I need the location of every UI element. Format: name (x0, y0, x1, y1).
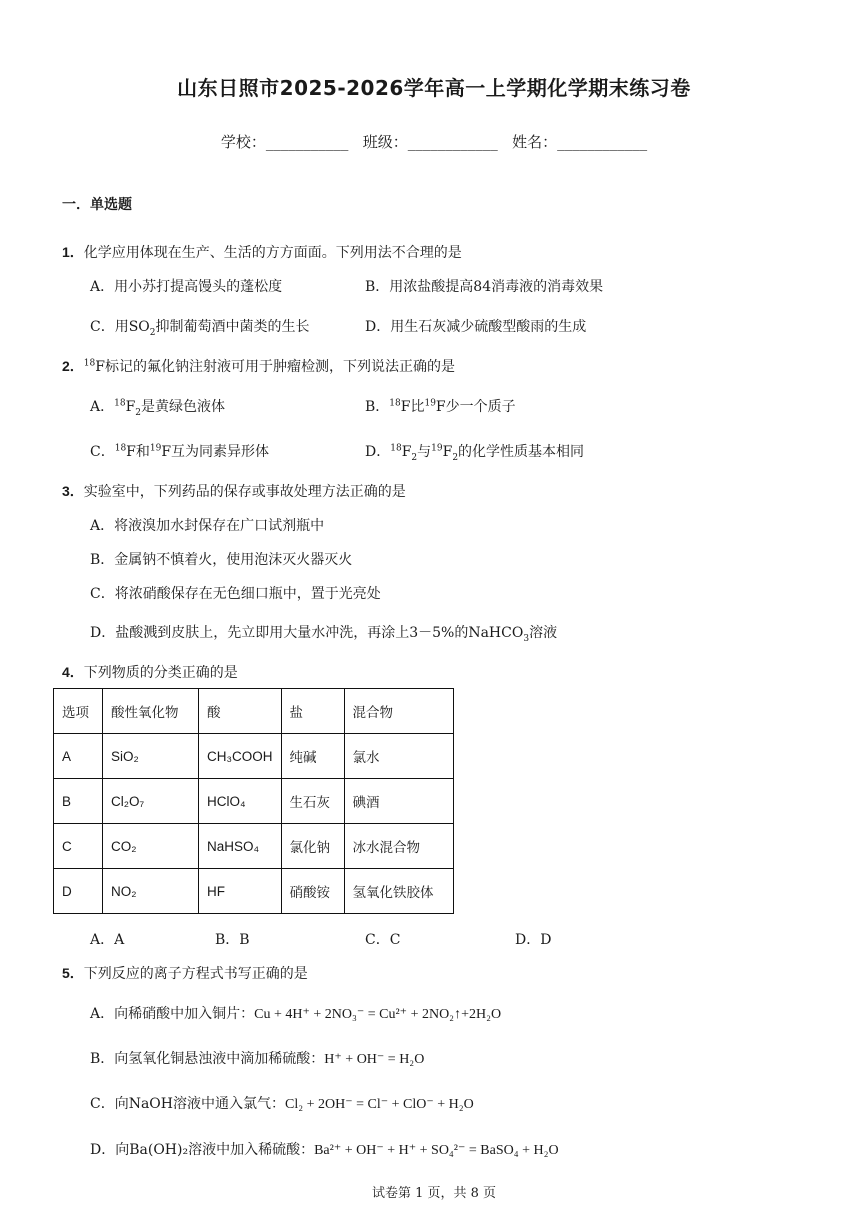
question-4-stem (62, 662, 238, 682)
table-cell: NaHSO₄ (199, 824, 282, 869)
q2-option-a (90, 396, 225, 418)
question-5-stem (62, 963, 308, 983)
element: F (125, 399, 136, 415)
question-text: 化学应用体现在生产、生活的方方面面。下列用法不合理的是 (83, 245, 462, 261)
option-text: F互为同素异形体 (161, 444, 270, 460)
question-number: 5． (62, 965, 84, 981)
superscript: 18 (389, 398, 401, 409)
element: F (442, 444, 453, 460)
q1-option-b: B．用浓盐酸提高84消毒液的消毒效果 (365, 279, 604, 295)
option-text: C．向NaOH溶液中通入氯气： (90, 1096, 285, 1112)
option-letter: D． (365, 444, 391, 460)
table-header-cell: 选项 (54, 689, 103, 734)
question-number: 3． (62, 483, 84, 499)
superscript: 18 (390, 443, 402, 454)
table-cell: 氯化钠 (281, 824, 344, 869)
table-cell: B (54, 779, 103, 824)
superscript: 18 (83, 358, 96, 369)
q4-option-b: B．B (215, 932, 250, 948)
table-cell: 碘酒 (344, 779, 453, 824)
table-cell: 生石灰 (281, 779, 344, 824)
table-row (54, 824, 454, 869)
option-text: F少一个质子 (435, 399, 516, 415)
student-info-line (0, 131, 868, 152)
question-number: 4． (62, 664, 84, 680)
option-text: 的化学性质基本相同 (458, 444, 585, 460)
q1-option-d: D．用生石灰减少硫酸型酸雨的生成 (365, 319, 587, 335)
option-text: F比 (400, 399, 425, 415)
option-text: A．向稀硝酸中加入铜片： (90, 1006, 255, 1022)
question-1-stem (62, 242, 462, 262)
question-text: F标记的氟化钠注射液可用于肿瘤检测，下列说法正确的是 (95, 359, 455, 375)
subscript: 2 (149, 327, 156, 338)
q1-option-c (90, 316, 310, 338)
table-cell: CO₂ (103, 824, 199, 869)
question-number: 2． (62, 358, 84, 374)
name-label: 姓名： (512, 133, 558, 151)
option-text: 溶液 (529, 625, 558, 641)
ionic-equation: H⁺ + OH⁻ = H₂O (324, 1052, 425, 1067)
table-cell: 氯水 (344, 734, 453, 779)
q4-option-c: C．C (365, 932, 401, 948)
table-row (54, 869, 454, 914)
name-blank: ____________ (557, 133, 648, 151)
table-cell: NO₂ (103, 869, 199, 914)
option-letter: C． (90, 444, 115, 460)
table-header-cell: 混合物 (344, 689, 453, 734)
question-2-stem (62, 356, 455, 376)
table-cell: CH₃COOH (199, 734, 282, 779)
superscript: 19 (424, 398, 436, 409)
question-3-stem (62, 481, 406, 501)
class-blank: ____________ (407, 133, 498, 151)
section-title: 一．单选题 (62, 197, 132, 213)
subscript: 3 (523, 633, 530, 644)
table-cell: C (54, 824, 103, 869)
table-cell: 硝酸铵 (281, 869, 344, 914)
option-text: 是黄绿色液体 (141, 399, 226, 415)
q5-option-d (90, 1139, 559, 1159)
table-row (54, 734, 454, 779)
superscript: 18 (114, 443, 127, 454)
table-row (54, 779, 454, 824)
ionic-equation: Cl₂ + 2OH⁻ = Cl⁻ + ClO⁻ + H₂O (285, 1097, 474, 1112)
q5-option-b (90, 1048, 424, 1068)
school-blank: ___________ (265, 133, 349, 151)
question-number: 1． (62, 244, 84, 260)
table-cell: A (54, 734, 103, 779)
q4-option-d: D．D (515, 932, 552, 948)
classification-table (53, 688, 454, 914)
question-text: 实验室中，下列药品的保存或事故处理方法正确的是 (83, 484, 406, 500)
option-text: D．盐酸溅到皮肤上，先立即用大量水冲洗，再涂上3－5%的NaHCO (90, 625, 524, 641)
q4-option-a: A．A (90, 932, 125, 948)
table-header-cell: 盐 (281, 689, 344, 734)
table-cell: 冰水混合物 (344, 824, 453, 869)
q2-option-c (90, 441, 269, 461)
table-cell: HClO₄ (199, 779, 282, 824)
superscript: 19 (149, 443, 162, 454)
table-cell: Cl₂O₇ (103, 779, 199, 824)
option-text: C．用SO (90, 319, 150, 335)
ionic-equation: Ba²⁺ + OH⁻ + H⁺ + SO₄²⁻ = BaSO₄ + H₂O (314, 1143, 559, 1158)
table-cell: SiO₂ (103, 734, 199, 779)
option-text: 抑制葡萄酒中菌类的生长 (155, 319, 310, 335)
element: F (401, 444, 412, 460)
class-label: 班级： (362, 133, 408, 151)
q3-option-d (90, 622, 557, 644)
subscript: 2 (411, 452, 418, 463)
option-text: D．向Ba(OH)₂溶液中加入稀硫酸： (90, 1142, 315, 1158)
table-header-row (54, 689, 454, 734)
school-label: 学校： (220, 133, 266, 151)
option-letter: A． (90, 399, 115, 415)
subscript: 2 (452, 452, 459, 463)
option-letter: B． (365, 399, 390, 415)
q1-option-a: A．用小苏打提高馒头的蓬松度 (90, 279, 283, 295)
q2-option-d (365, 441, 584, 463)
q3-option-c: C．将浓硝酸保存在无色细口瓶中，置于光亮处 (90, 586, 381, 602)
table-cell: HF (199, 869, 282, 914)
question-text: 下列物质的分类正确的是 (83, 665, 238, 681)
table-header-cell: 酸性氧化物 (103, 689, 199, 734)
table-header-cell: 酸 (199, 689, 282, 734)
option-text: F和 (126, 444, 150, 460)
table-cell: 氢氧化铁胶体 (344, 869, 453, 914)
question-text: 下列反应的离子方程式书写正确的是 (83, 966, 308, 982)
q3-option-a: A．将液溴加水封保存在广口试剂瓶中 (90, 518, 325, 534)
superscript: 19 (431, 443, 443, 454)
q5-option-a (90, 1003, 501, 1023)
q2-option-b (365, 396, 516, 416)
subscript: 2 (135, 407, 142, 418)
table-cell: 纯碱 (281, 734, 344, 779)
exam-title: 山东日照市2025-2026学年高一上学期化学期末练习卷 (177, 76, 691, 100)
superscript: 18 (114, 398, 126, 409)
q5-option-c (90, 1093, 474, 1113)
option-text: B．向氢氧化铜悬浊液中滴加稀硫酸： (90, 1051, 325, 1067)
q3-option-b: B．金属钠不慎着火，使用泡沫灭火器灭火 (90, 552, 353, 568)
table-cell: D (54, 869, 103, 914)
option-text: 与 (417, 444, 432, 460)
page-footer: 试卷第 1 页，共 8 页 (371, 1186, 497, 1201)
ionic-equation: Cu + 4H⁺ + 2NO₃⁻ = Cu²⁺ + 2NO₂↑+2H₂O (254, 1007, 502, 1022)
